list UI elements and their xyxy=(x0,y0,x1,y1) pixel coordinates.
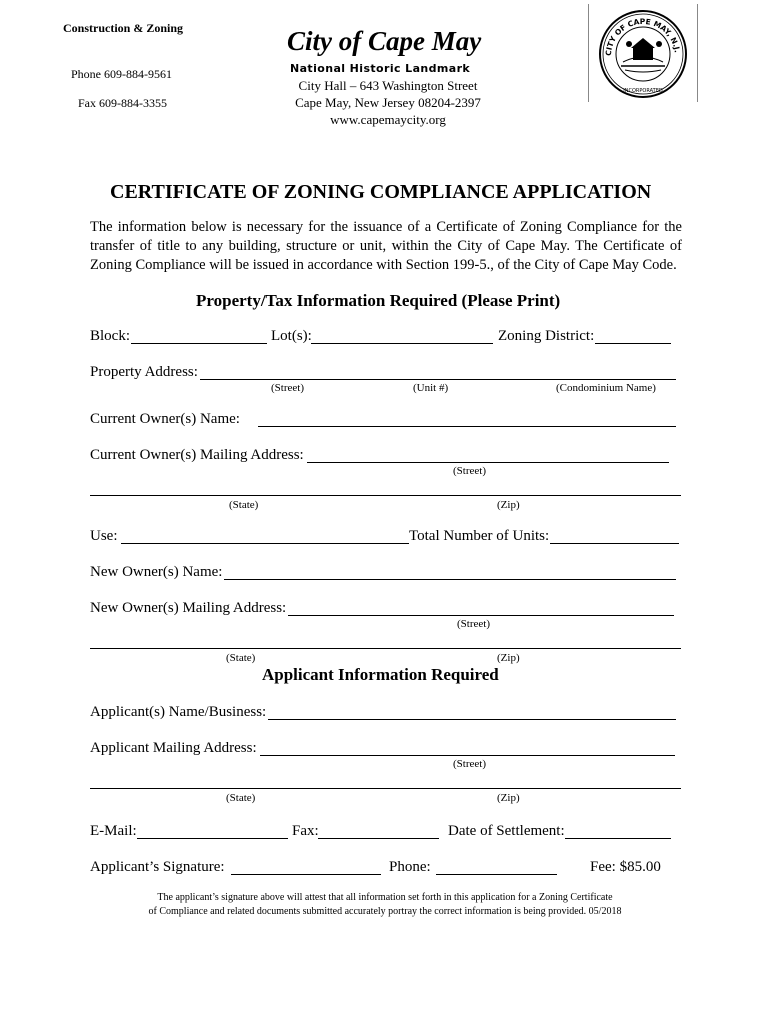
applicant-section-title: Applicant Information Required xyxy=(262,665,499,684)
address-line-2: Cape May, New Jersey 08204-2397 xyxy=(295,95,481,110)
fax-label: Fax: xyxy=(292,823,319,839)
fax-field[interactable] xyxy=(318,838,439,839)
phone-label: Phone: xyxy=(389,859,431,875)
state-hint: (State) xyxy=(226,792,256,804)
form-title: CERTIFICATE OF ZONING COMPLIANCE APPLICATION xyxy=(110,181,652,203)
lots-label: Lot(s): xyxy=(271,328,312,344)
zip-hint: (Zip) xyxy=(497,652,520,664)
state-hint: (State) xyxy=(229,499,259,511)
zoning-district-field[interactable] xyxy=(595,343,671,344)
applicant-name-field[interactable] xyxy=(268,719,676,720)
fee-amount: Fee: $85.00 xyxy=(590,859,661,875)
property-address-field[interactable] xyxy=(200,379,676,380)
condo-hint: (Condominium Name) xyxy=(556,382,656,394)
street-hint: (Street) xyxy=(457,618,490,630)
phone-number: Phone 609-884-9561 xyxy=(71,67,172,81)
signature-label: Applicant’s Signature: xyxy=(90,859,225,875)
fax-number: Fax 609-884-3355 xyxy=(78,96,167,110)
use-label: Use: xyxy=(90,528,118,544)
state-hint: (State) xyxy=(226,652,256,664)
address-line-1: City Hall – 643 Washington Street xyxy=(298,78,478,93)
street-hint: (Street) xyxy=(271,382,304,394)
new-owner-street-field[interactable] xyxy=(288,615,674,616)
website-link[interactable]: www.capemaycity.org xyxy=(330,112,446,127)
settlement-date-field[interactable] xyxy=(565,838,671,839)
street-hint: (Street) xyxy=(453,758,486,770)
lots-field[interactable] xyxy=(311,343,493,344)
applicant-street-field[interactable] xyxy=(260,755,675,756)
email-label: E-Mail: xyxy=(90,823,137,839)
attestation-note-line-2: of Compliance and related documents submitted accurately portray the correct information is being provided. 05/2018 xyxy=(148,906,622,917)
city-seal-icon xyxy=(589,4,697,102)
current-owner-street-field[interactable] xyxy=(307,462,669,463)
department-name: Construction & Zoning xyxy=(63,21,184,35)
property-section-title: Property/Tax Information Required (Please Print) xyxy=(196,291,561,310)
new-owner-state-zip-field[interactable] xyxy=(90,648,681,649)
new-owner-mailing-label: New Owner(s) Mailing Address: xyxy=(90,600,287,616)
svg-text:INCORPORATED: INCORPORATED xyxy=(623,88,663,94)
total-units-label: Total Number of Units: xyxy=(409,528,550,544)
phone-field[interactable] xyxy=(436,874,557,875)
street-hint: (Street) xyxy=(453,465,486,477)
zip-hint: (Zip) xyxy=(497,499,520,511)
block-field[interactable] xyxy=(131,343,267,344)
use-field[interactable] xyxy=(121,543,409,544)
seal-frame xyxy=(588,4,698,102)
attestation-note-line-1: The applicant’s signature above will attest that all information set forth in this application for a Zoning Certificate xyxy=(157,892,613,903)
block-label: Block: xyxy=(90,328,130,344)
city-name: City of Cape May xyxy=(287,26,482,56)
zoning-district-label: Zoning District: xyxy=(498,328,595,344)
applicant-name-label: Applicant(s) Name/Business: xyxy=(90,704,267,720)
unit-hint: (Unit #) xyxy=(413,382,449,394)
settlement-label: Date of Settlement: xyxy=(448,823,565,839)
email-field[interactable] xyxy=(137,838,288,839)
landmark-subtitle: National Historic Landmark xyxy=(290,62,471,75)
signature-field[interactable] xyxy=(231,874,381,875)
current-owner-mailing-label: Current Owner(s) Mailing Address: xyxy=(90,447,304,463)
new-owner-name-label: New Owner(s) Name: xyxy=(90,564,223,580)
total-units-field[interactable] xyxy=(550,543,679,544)
svg-text:CITY OF CAPE MAY, N.J.: CITY OF CAPE MAY, N.J. xyxy=(603,16,682,57)
new-owner-name-field[interactable] xyxy=(224,579,676,580)
current-owner-name-label: Current Owner(s) Name: xyxy=(90,411,240,427)
zip-hint: (Zip) xyxy=(497,792,520,804)
intro-paragraph: The information below is necessary for the issuance of a Certificate of Zoning Compliance for the transfer of title to any building, structure or unit, within the City of Cape May. The Certificate of Zoning Compliance will be issued in accordance with Section 199-5., of the City of Cape May Code. xyxy=(90,219,682,273)
current-owner-state-zip-field[interactable] xyxy=(90,495,681,496)
property-address-label: Property Address: xyxy=(90,364,198,380)
applicant-state-zip-field[interactable] xyxy=(90,788,681,789)
applicant-mailing-label: Applicant Mailing Address: xyxy=(90,740,257,756)
current-owner-name-field[interactable] xyxy=(258,426,676,427)
